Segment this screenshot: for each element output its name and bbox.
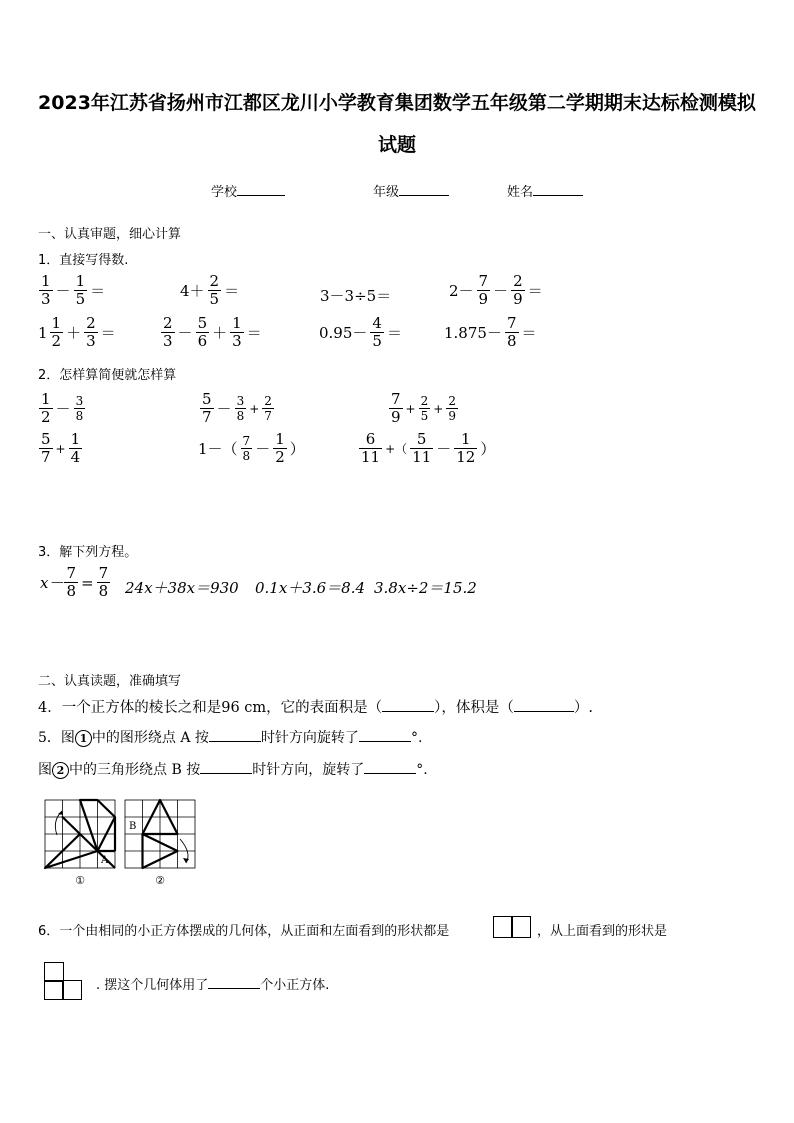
q1-item-7: 0.95－ $\frac{4}{5}$ ＝ bbox=[319, 314, 402, 350]
name-field[interactable] bbox=[507, 181, 583, 200]
fraction: $\frac{3}{8}$ bbox=[236, 394, 245, 423]
name-label: 姓名 bbox=[507, 185, 534, 200]
school-field[interactable] bbox=[211, 181, 285, 200]
q1-item-6: $\frac{2}{3}$ － $\frac{5}{6}$ ＋ $\frac{1}{3}$ ＝ bbox=[163, 314, 262, 350]
fraction: $\frac{1}{2}$ bbox=[275, 430, 285, 466]
q2-expr-3: $\frac{7}{9}$ + $\frac{2}{5}$ + $\frac{2}{9}$ bbox=[391, 390, 456, 426]
fraction: $\frac{1}{4}$ bbox=[70, 430, 81, 466]
q5-line-2: 图 2 中的三角形绕点 B 按 时针方向，旋转了 °. bbox=[38, 759, 428, 779]
school-blank[interactable] bbox=[237, 181, 285, 196]
fraction: $\frac{7}{8}$ bbox=[66, 564, 77, 600]
q2-expr-5: 1－（ $\frac{7}{8}$ － $\frac{1}{2}$ ） bbox=[198, 430, 305, 466]
page-title: 2023年江苏省扬州市江都区龙川小学教育集团数学五年级第二学期期末达标检测模拟 bbox=[38, 92, 756, 114]
fraction: $\frac{2}{9}$ bbox=[513, 272, 523, 308]
q2-expr-2: $\frac{5}{7}$ － $\frac{3}{8}$ + $\frac{2}{7}$ bbox=[202, 390, 272, 426]
fraction: $\frac{1}{2}$ bbox=[51, 314, 62, 350]
fraction: $\frac{7}{9}$ bbox=[478, 272, 489, 308]
q6-text-2: ，从上面看到的形状是 bbox=[537, 924, 668, 939]
fraction: $\frac{6}{11}$ bbox=[361, 430, 381, 466]
name-blank[interactable] bbox=[533, 181, 583, 196]
grade-label: 年级 bbox=[373, 185, 400, 200]
fraction: $\frac{4}{5}$ bbox=[372, 314, 382, 350]
fraction: $\frac{5}{7}$ bbox=[41, 430, 51, 466]
school-label: 学校 bbox=[211, 185, 238, 200]
q1-item-3: 3－3÷5＝ bbox=[320, 287, 392, 305]
fraction: $\frac{2}{5}$ bbox=[209, 272, 220, 308]
fraction: $\frac{7}{9}$ bbox=[391, 390, 401, 426]
grade-field[interactable] bbox=[373, 181, 449, 200]
q3-label: 3．解下列方程。 bbox=[38, 545, 138, 560]
direction-blank-1[interactable] bbox=[209, 727, 261, 742]
fraction: $\frac{2}{7}$ bbox=[264, 394, 272, 423]
fraction: $\frac{1}{2}$ bbox=[41, 390, 51, 426]
q2-expr-1: $\frac{1}{2}$ － $\frac{3}{8}$ bbox=[41, 390, 84, 426]
fraction: $\frac{7}{8}$ bbox=[98, 564, 109, 600]
grade-blank[interactable] bbox=[399, 181, 449, 196]
point-a-label: A bbox=[101, 855, 109, 866]
q3-equation-2: 24x＋38x＝930 bbox=[125, 579, 239, 597]
q3-equation-3: 0.1x＋3.6＝8.4 bbox=[255, 579, 366, 597]
rotation-figures bbox=[40, 795, 200, 891]
top-view-square-bottom-right bbox=[62, 980, 82, 1000]
q4-text: 4．一个正方体的棱长之和是96 cm，它的表面积是（ ），体积是（ ）. bbox=[38, 696, 593, 717]
fraction: $\frac{2}{5}$ bbox=[420, 394, 429, 423]
section2-heading: 二、认真读题，准确填写 bbox=[38, 674, 182, 689]
fraction: $\frac{7}{8}$ bbox=[242, 434, 251, 463]
fraction: $\frac{2}{3}$ bbox=[163, 314, 173, 350]
q2-expr-6: $\frac{6}{11}$ +（ $\frac{5}{11}$ － $\frac{1}{12}$ ） bbox=[361, 430, 496, 466]
cube-count-blank[interactable] bbox=[208, 974, 260, 989]
q3-equation-4: 3.8x÷2＝15.2 bbox=[374, 579, 477, 597]
surface-area-blank[interactable] bbox=[382, 697, 434, 712]
fraction: $\frac{1}{12}$ bbox=[456, 430, 476, 466]
q6-text-3: . 摆这个几何体用了 个小正方体. bbox=[96, 974, 329, 993]
fraction: $\frac{7}{8}$ bbox=[506, 314, 517, 350]
fraction: $\frac{2}{3}$ bbox=[86, 314, 96, 350]
fraction: $\frac{5}{7}$ bbox=[202, 390, 212, 426]
top-view-square-bottom-left bbox=[44, 980, 64, 1000]
q6-text-1: 6．一个由相同的小正方体摆成的几何体，从正面和左面看到的形状都是 bbox=[38, 924, 450, 939]
q5-line-1: 5．图 1 中的图形绕点 A 按 时针方向旋转了 °. bbox=[38, 727, 422, 747]
q2-expr-4: $\frac{5}{7}$ + $\frac{1}{4}$ bbox=[41, 430, 81, 466]
front-view-square-right bbox=[511, 916, 531, 938]
angle-blank-1[interactable] bbox=[359, 727, 411, 742]
angle-blank-2[interactable] bbox=[364, 759, 416, 774]
figure-2-label: ② bbox=[155, 874, 165, 887]
fraction: $\frac{5}{6}$ bbox=[197, 314, 208, 350]
q1-item-5: 1 $\frac{1}{2}$ ＋ $\frac{2}{3}$ ＝ bbox=[38, 314, 116, 350]
section1-heading: 一、认真审题，细心计算 bbox=[38, 227, 182, 242]
q1-item-8: 1.875－ $\frac{7}{8}$ ＝ bbox=[444, 314, 537, 350]
circled-number-1: 1 bbox=[75, 730, 92, 747]
q1-item-4: 2－ $\frac{7}{9}$ － $\frac{2}{9}$ ＝ bbox=[449, 272, 543, 308]
front-view-square-left bbox=[493, 916, 513, 938]
direction-blank-2[interactable] bbox=[200, 759, 252, 774]
q1-item-1: $\frac{1}{3}$ － $\frac{1}{5}$ ＝ bbox=[41, 272, 106, 308]
circled-number-2: 2 bbox=[52, 762, 69, 779]
q1-label: 1．直接写得数. bbox=[38, 253, 129, 268]
point-b-label: B bbox=[129, 821, 137, 832]
fraction: $\frac{1}{3}$ bbox=[232, 314, 242, 350]
q2-label: 2．怎样算简便就怎样算 bbox=[38, 368, 177, 383]
fraction: $\frac{5}{11}$ bbox=[412, 430, 432, 466]
volume-blank[interactable] bbox=[514, 697, 574, 712]
fraction: $\frac{1}{5}$ bbox=[75, 272, 86, 308]
fraction: $\frac{3}{8}$ bbox=[75, 394, 84, 423]
page-title-line2: 试题 bbox=[377, 134, 416, 156]
q3-equation-1: x－ $\frac{7}{8}$ = $\frac{7}{8}$ bbox=[40, 564, 109, 600]
fraction: $\frac{2}{9}$ bbox=[448, 394, 456, 423]
figure-1-label: ① bbox=[75, 874, 85, 887]
fraction: $\frac{1}{3}$ bbox=[41, 272, 51, 308]
top-view-square-top bbox=[44, 962, 64, 982]
q1-item-2: 4＋ $\frac{2}{5}$ ＝ bbox=[180, 272, 240, 308]
